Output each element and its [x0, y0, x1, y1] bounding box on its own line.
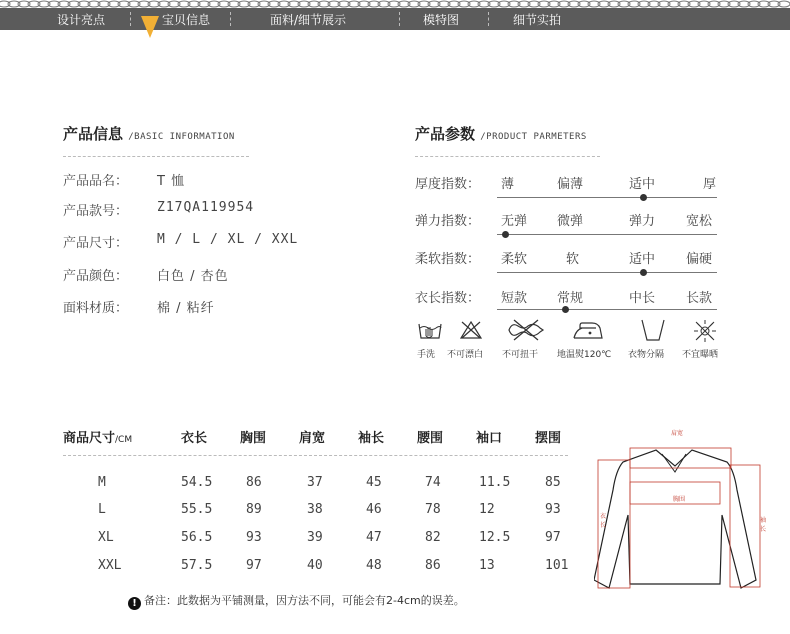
size-value-cell: 57.5: [181, 558, 213, 573]
scale-option: 偏硬: [686, 252, 713, 267]
care-label: 不可漂白: [447, 350, 484, 360]
size-value-cell: 12.5: [479, 530, 511, 545]
scale-track: [497, 234, 717, 235]
size-name-cell: M: [98, 475, 106, 490]
care-label: 衣物分隔: [628, 350, 665, 360]
header-label: 商品尺寸: [63, 431, 116, 446]
scale-track: [497, 309, 717, 310]
info-value-size: M / L / XL / XXL: [157, 232, 299, 247]
size-value-cell: 12: [479, 502, 495, 517]
active-tab-indicator: [141, 16, 159, 38]
divider: [415, 156, 600, 157]
hand-wash-icon: [417, 318, 443, 342]
garment-measurement-diagram: [594, 420, 774, 600]
size-value-cell: 45: [366, 475, 382, 490]
scale-option: 厚: [703, 177, 717, 192]
size-value-cell: 39: [307, 530, 323, 545]
nav-separator: [230, 12, 231, 26]
scale-track: [497, 272, 717, 273]
size-value-cell: 13: [479, 558, 495, 573]
nav-separator: [399, 12, 400, 26]
size-table-header: 衣长: [181, 431, 208, 446]
unit-label: /CM: [115, 435, 133, 445]
info-value-style-no: Z17QA119954: [157, 200, 255, 215]
sleeve-label: 袖长: [760, 517, 767, 533]
chest-label: 胸围: [673, 496, 686, 503]
nav-item-detail-photos[interactable]: 细节实拍: [513, 13, 562, 27]
scale-option: 适中: [629, 177, 656, 192]
product-info-heading: [63, 123, 235, 144]
scale-indicator-dot: [562, 306, 569, 313]
size-value-cell: 55.5: [181, 502, 213, 517]
product-info-subtitle: /BASIC INFORMATION: [128, 132, 235, 142]
scale-option: 中长: [629, 291, 656, 306]
size-value-cell: 74: [425, 475, 441, 490]
scale-option: 弹力: [629, 214, 656, 229]
size-table-header: 腰围: [417, 431, 444, 446]
length-label: 衣长: [600, 513, 607, 529]
info-value-material: 棉 / 粘纤: [157, 301, 215, 316]
size-value-cell: 97: [246, 558, 262, 573]
no-sun-icon: [692, 318, 718, 344]
care-label: 不宜曝晒: [682, 350, 719, 360]
nav-item-fabric-details[interactable]: 面料/细节展示: [270, 13, 347, 27]
size-table-header-size: [63, 427, 132, 446]
size-value-cell: 89: [246, 502, 262, 517]
care-label: 地温熨120℃: [557, 350, 612, 360]
measurement-note: [128, 592, 465, 610]
info-label-size: 产品尺寸：: [63, 236, 129, 251]
scale-option: 宽松: [686, 214, 713, 229]
size-name-cell: XL: [98, 530, 114, 545]
scale-option: 短款: [501, 291, 528, 306]
product-params-heading: [415, 123, 587, 144]
size-value-cell: 46: [366, 502, 382, 517]
scale-option: 软: [566, 252, 580, 267]
nav-item-model-photos[interactable]: 模特图: [423, 13, 460, 27]
scale-label-thickness: 厚度指数：: [415, 177, 481, 192]
size-value-cell: 93: [246, 530, 262, 545]
size-table-header: 肩宽: [299, 431, 326, 446]
scale-option: 薄: [501, 177, 515, 192]
size-value-cell: 40: [307, 558, 323, 573]
nav-separator: [130, 12, 131, 26]
scale-label-softness: 柔软指数：: [415, 252, 481, 267]
size-value-cell: 11.5: [479, 475, 511, 490]
scale-indicator-dot: [502, 231, 509, 238]
scale-label-length: 衣长指数：: [415, 291, 481, 306]
scale-option: 无弹: [501, 214, 528, 229]
warning-icon: !: [128, 597, 141, 610]
product-params-subtitle: /PRODUCT PARMETERS: [480, 132, 587, 142]
shirt-outline: [594, 450, 756, 588]
scale-indicator-dot: [640, 194, 647, 201]
scale-indicator-dot: [640, 269, 647, 276]
size-table-header: 袖长: [358, 431, 385, 446]
scale-option: 适中: [629, 252, 656, 267]
scale-option: 柔软: [501, 252, 528, 267]
size-value-cell: 38: [307, 502, 323, 517]
info-value-name: T 恤: [157, 174, 186, 189]
nav-separator: [488, 12, 489, 26]
size-table-header: 袖口: [476, 431, 503, 446]
scale-option: 偏薄: [557, 177, 584, 192]
shoulder-label: 肩宽: [671, 430, 684, 437]
size-value-cell: 56.5: [181, 530, 213, 545]
nav-item-design-highlights[interactable]: 设计亮点: [57, 13, 106, 27]
size-value-cell: 86: [246, 475, 262, 490]
scale-option: 常规: [557, 291, 584, 306]
note-text: 备注：此数据为平铺测量，因方法不同，可能会有2-4cm的误差。: [144, 594, 465, 607]
size-table-header: 胸围: [240, 431, 267, 446]
info-label-material: 面料材质：: [63, 301, 129, 316]
size-value-cell: 54.5: [181, 475, 213, 490]
care-label: 不可扭干: [502, 350, 539, 360]
product-params-title: 产品参数: [415, 125, 476, 143]
size-value-cell: 37: [307, 475, 323, 490]
separate-wash-icon: [639, 318, 667, 344]
nav-item-product-info[interactable]: 宝贝信息: [162, 13, 211, 27]
care-label: 手洗: [417, 350, 436, 360]
size-value-cell: 48: [366, 558, 382, 573]
info-value-color: 白色 / 杏色: [157, 269, 229, 284]
scale-option: 长款: [686, 291, 713, 306]
size-value-cell: 86: [425, 558, 441, 573]
info-label-color: 产品颜色：: [63, 269, 129, 284]
no-bleach-icon: [459, 320, 483, 340]
size-name-cell: L: [98, 502, 106, 517]
size-value-cell: 101: [545, 558, 569, 573]
scale-option: 微弹: [557, 214, 584, 229]
info-label-name: 产品品名：: [63, 174, 129, 189]
size-value-cell: 97: [545, 530, 561, 545]
nav-bar: [0, 8, 790, 30]
divider: [63, 156, 249, 157]
size-name-cell: XXL: [98, 558, 122, 573]
no-wring-icon: [506, 318, 546, 342]
scale-label-elasticity: 弹力指数：: [415, 214, 481, 229]
size-value-cell: 93: [545, 502, 561, 517]
info-label-style-no: 产品款号：: [63, 204, 129, 219]
size-value-cell: 47: [366, 530, 382, 545]
size-table-header: 摆围: [535, 431, 562, 446]
size-value-cell: 85: [545, 475, 561, 490]
size-value-cell: 82: [425, 530, 441, 545]
size-value-cell: 78: [425, 502, 441, 517]
low-iron-icon: [570, 318, 606, 342]
scale-track: [497, 197, 717, 198]
product-info-title: 产品信息: [63, 125, 124, 143]
divider: [63, 455, 568, 456]
